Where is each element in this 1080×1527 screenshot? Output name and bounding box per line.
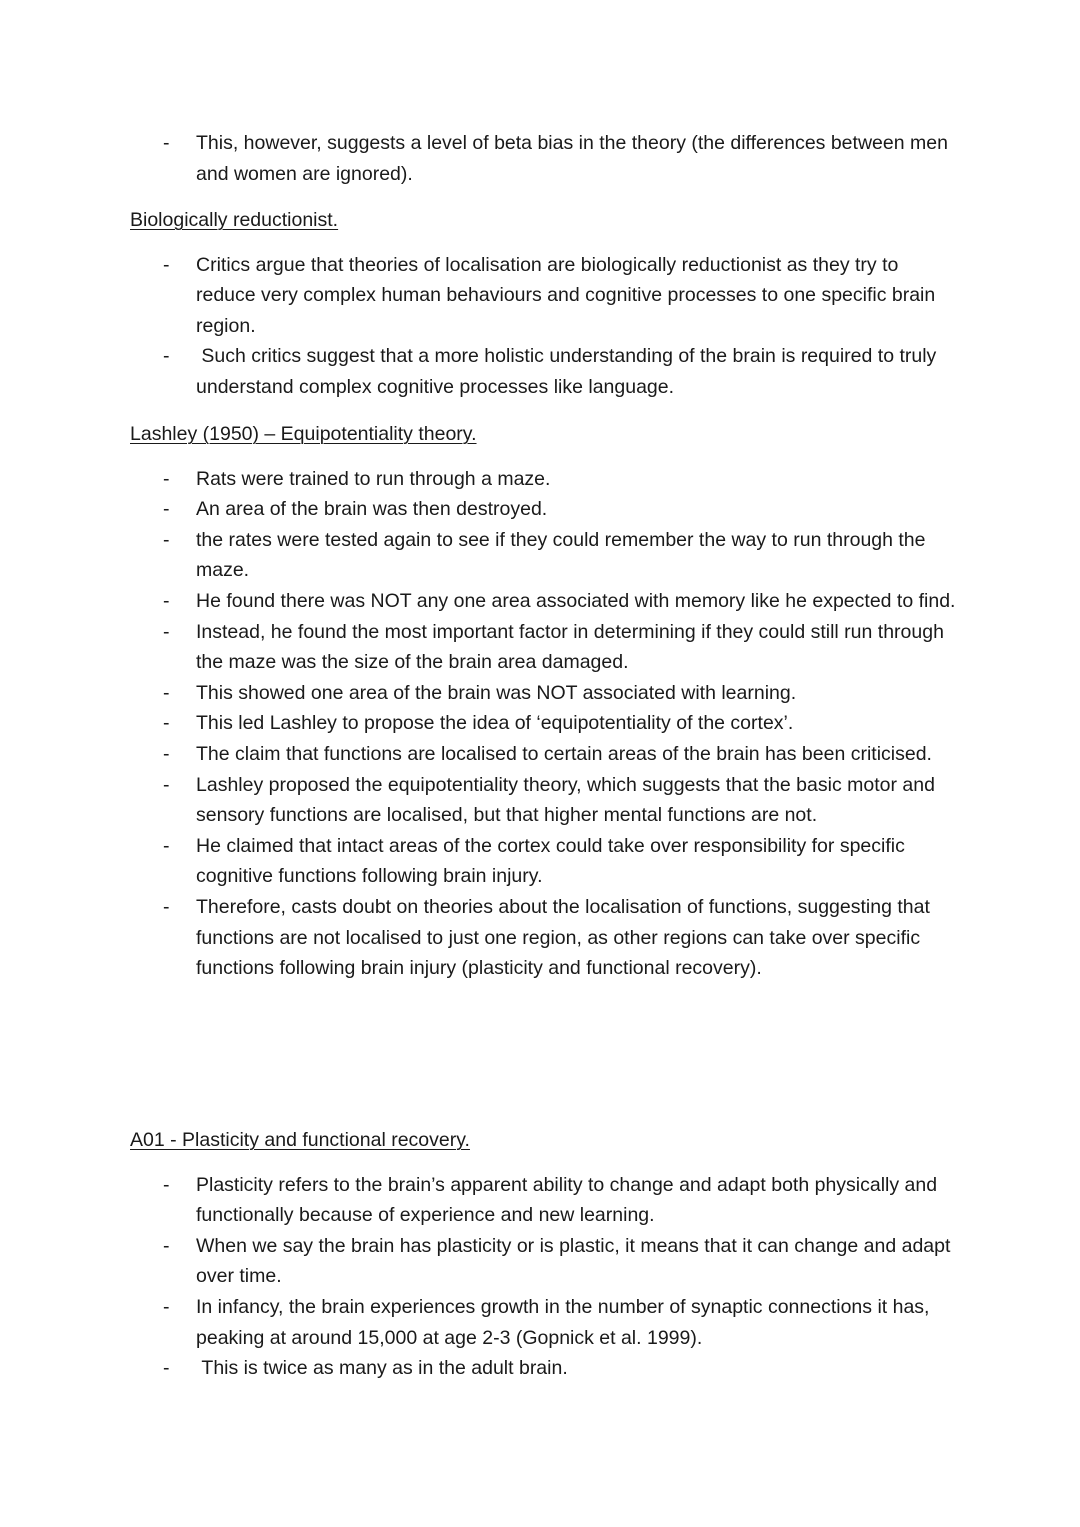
bullet-text: the rates were tested again to see if they could remember the way to run through the maze. bbox=[196, 528, 926, 582]
list-item bbox=[130, 1292, 960, 1353]
list-item bbox=[130, 617, 960, 678]
list-item bbox=[130, 586, 960, 617]
list-item bbox=[130, 1353, 960, 1384]
list-item bbox=[130, 341, 960, 402]
bullet-dash: - bbox=[163, 589, 170, 612]
list-item bbox=[130, 128, 960, 189]
list-item bbox=[130, 739, 960, 770]
list-item bbox=[130, 1231, 960, 1292]
bullet-text: Instead, he found the most important factor in determining if they could still run through the maze was the size of the brain area damaged. bbox=[196, 620, 944, 674]
bullet-text: This led Lashley to propose the idea of ‘equipotentiality of the cortex’. bbox=[196, 712, 794, 735]
list-item bbox=[130, 770, 960, 831]
bullet-dash: - bbox=[163, 253, 170, 276]
section-biologically-reductionist bbox=[130, 205, 960, 403]
bullet-dash: - bbox=[163, 681, 170, 704]
section-heading: Lashley (1950) – Equipotentiality theory. bbox=[130, 423, 477, 445]
bullet-dash: - bbox=[163, 834, 170, 857]
bullet-dash: - bbox=[163, 1295, 170, 1318]
list-item bbox=[130, 708, 960, 739]
bullet-text: In infancy, the brain experiences growth in the number of synaptic connections it has, peaking at around 15,000 at age 2-3 (Gopnick et al. 1999). bbox=[196, 1295, 930, 1349]
intro-section bbox=[130, 128, 960, 189]
list-item bbox=[130, 831, 960, 892]
list-item bbox=[130, 494, 960, 525]
bullet-text: An area of the brain was then destroyed. bbox=[196, 498, 548, 521]
bullet-text: He claimed that intact areas of the cortex could take over responsibility for specific cognitive functions following brain injury. bbox=[196, 834, 905, 888]
bullet-dash: - bbox=[163, 1234, 170, 1257]
list-item bbox=[130, 464, 960, 495]
bullet-list bbox=[130, 464, 960, 984]
bullet-list bbox=[130, 1170, 960, 1384]
bullet-text: Such critics suggest that a more holistic understanding of the brain is required to truly understand complex cognitive processes like language. bbox=[196, 345, 942, 398]
bullet-dash: - bbox=[163, 132, 170, 154]
bullet-text: Therefore, casts doubt on theories about the localisation of functions, suggesting that functions are not localised to just one region, as other regions can take over specific functions following brain injury (plasticity and functional recovery). bbox=[196, 895, 930, 980]
bullet-text: This, however, suggests a level of beta bias in the theory (the differences between men and women are ignored). bbox=[196, 132, 948, 185]
bullet-dash: - bbox=[163, 773, 170, 796]
bullet-text: The claim that functions are localised to certain areas of the brain has been criticised. bbox=[196, 742, 932, 765]
list-item bbox=[130, 892, 960, 984]
list-item bbox=[130, 1170, 960, 1231]
bullet-dash: - bbox=[163, 345, 170, 368]
bullet-dash: - bbox=[163, 467, 170, 490]
bullet-text: He found there was NOT any one area associated with memory like he expected to find. bbox=[196, 589, 956, 612]
section-heading: A01 - Plasticity and functional recovery. bbox=[130, 1129, 470, 1151]
bullet-text: This is twice as many as in the adult brain. bbox=[196, 1357, 568, 1380]
bullet-text: Plasticity refers to the brain’s apparent ability to change and adapt both physically and functionally because of experience and new learning. bbox=[196, 1173, 938, 1227]
section-heading: Biologically reductionist. bbox=[130, 209, 339, 231]
bullet-dash: - bbox=[163, 742, 170, 765]
bullet-dash: - bbox=[163, 528, 170, 551]
bullet-text: Rats were trained to run through a maze. bbox=[196, 467, 551, 490]
section-lashley-equipotentiality bbox=[130, 419, 960, 984]
bullet-dash: - bbox=[163, 620, 170, 643]
bullet-dash: - bbox=[163, 895, 170, 918]
list-item bbox=[130, 250, 960, 342]
bullet-text: This showed one area of the brain was NOT associated with learning. bbox=[196, 681, 797, 704]
intro-bullet-list bbox=[130, 128, 960, 189]
bullet-dash: - bbox=[163, 498, 170, 521]
bullet-text: When we say the brain has plasticity or is plastic, it means that it can change and adapt over time. bbox=[196, 1234, 951, 1288]
bullet-text: Lashley proposed the equipotentiality theory, which suggests that the basic motor and sensory functions are localised, but that higher mental functions are not. bbox=[196, 773, 935, 827]
section-plasticity-functional-recovery bbox=[130, 1125, 960, 1384]
bullet-dash: - bbox=[163, 712, 170, 735]
list-item bbox=[130, 678, 960, 709]
bullet-dash: - bbox=[163, 1357, 170, 1380]
bullet-dash: - bbox=[163, 1173, 170, 1196]
list-item bbox=[130, 525, 960, 586]
bullet-text: Critics argue that theories of localisation are biologically reductionist as they try to reduce very complex human behaviours and cognitive processes to one specific brain region. bbox=[196, 253, 936, 337]
bullet-list bbox=[130, 250, 960, 403]
